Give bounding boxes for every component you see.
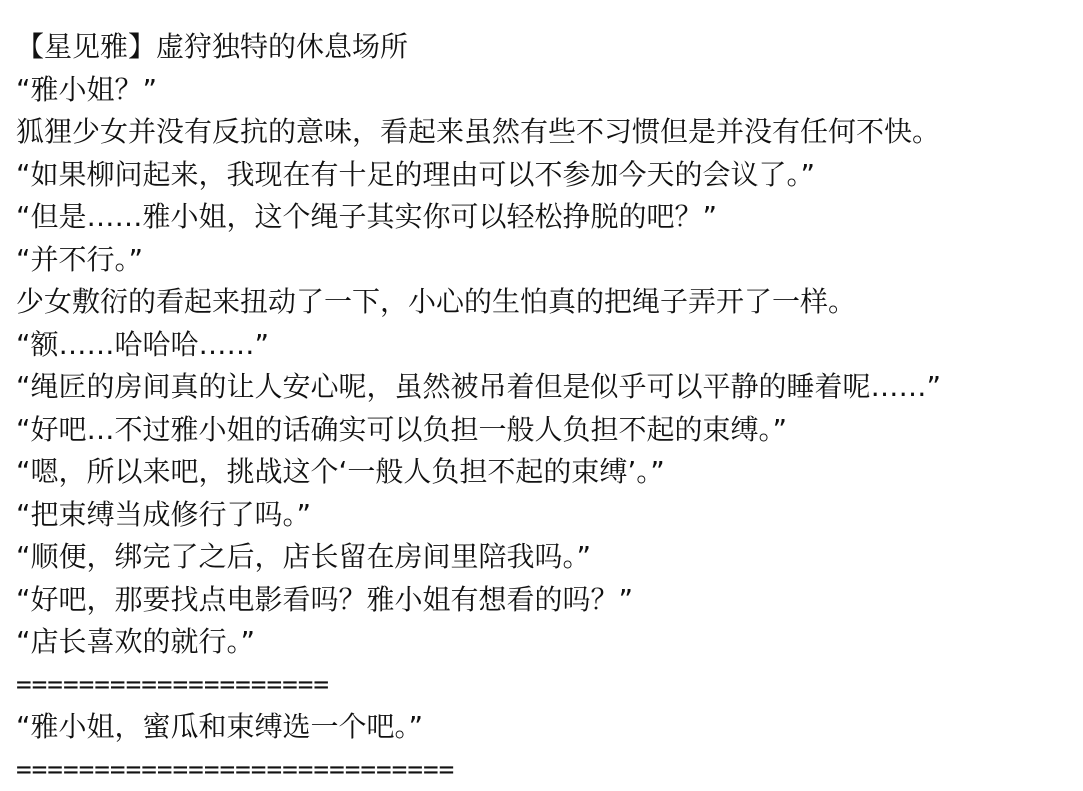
text-line-13: “好吧，那要找点电影看吗？雅小姐有想看的吗？” [16, 582, 634, 616]
text-line-11: “把束缚当成修行了吗。” [16, 497, 312, 531]
document-title: 【星见雅】虚狩独特的休息场所 [16, 30, 409, 63]
text-line-8: “绳匠的房间真的让人安心呢，虽然被吊着但是似乎可以平静的睡着呢……” [16, 370, 942, 403]
separator-line-2: ============================ [16, 754, 455, 785]
document-body [16, 26, 1078, 791]
text-line-3: “如果柳问起来，我现在有十足的理由可以不参加今天的会议了。” [16, 157, 816, 191]
text-line-2: 狐狸少女并没有反抗的意味，看起来虽然有些不习惯但是并没有任何不快。 [16, 115, 941, 148]
text-line-5: “并不行。” [16, 242, 144, 276]
text-line-6: 少女敷衍的看起来扭动了一下，小心的生怕真的把绳子弄开了一样。 [16, 285, 857, 318]
text-line-4: “但是……雅小姐，这个绳子其实你可以轻松挣脱的吧？” [16, 200, 718, 233]
text-line-12: “顺便，绑完了之后，店长留在房间里陪我吗。” [16, 540, 592, 573]
closing-line: “雅小姐，蜜瓜和束缚选一个吧。” [16, 710, 424, 743]
text-line-1: “雅小姐？” [16, 72, 158, 106]
text-line-14: “店长喜欢的就行。” [16, 625, 256, 658]
text-line-9: “好吧…不过雅小姐的话确实可以负担一般人负担不起的束缚。” [16, 412, 788, 446]
text-line-7: “额……哈哈哈……” [16, 327, 270, 361]
separator-line-1: ==================== [16, 669, 330, 700]
text-line-10: “嗯，所以来吧，挑战这个‘一般人负担不起的束缚’。” [16, 455, 665, 488]
